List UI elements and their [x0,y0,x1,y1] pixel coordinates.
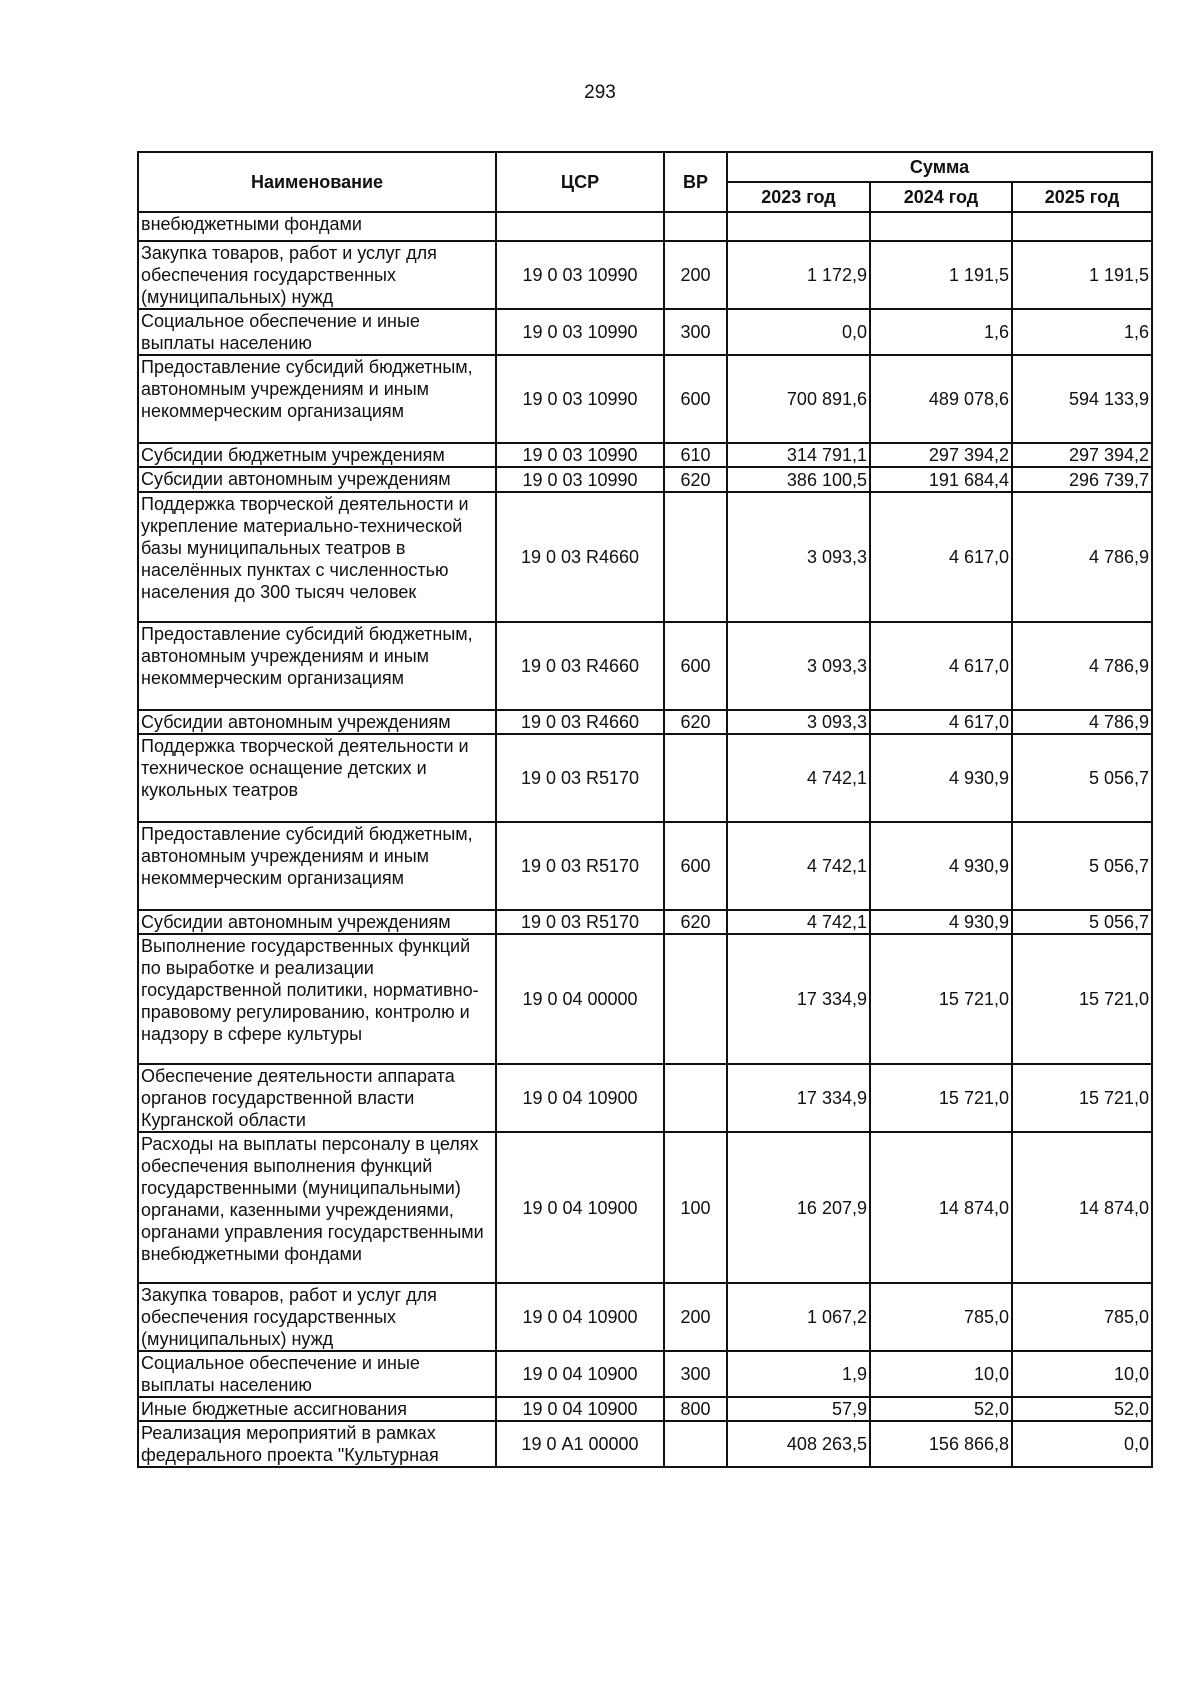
table-row [138,1283,1152,1351]
table-row [138,1397,1152,1421]
row-amount-2024-cell: 15 721,0 [870,934,1012,1064]
header-year-2024: 2024 год [870,182,1012,212]
row-amount-2024-cell [870,212,1012,241]
row-name-cell: Субсидии автономным учреждениям [138,467,496,492]
row-name-cell: Предоставление субсидий бюджетным, автономным учреждениям и иным некоммерческим организациям [138,355,496,443]
row-amount-2023-cell: 700 891,6 [727,355,870,443]
row-name-cell: Предоставление субсидий бюджетным, автономным учреждениям и иным некоммерческим организациям [138,622,496,710]
row-csr-cell: 19 0 03 10990 [496,355,664,443]
row-csr-cell: 19 0 03 R5170 [496,734,664,822]
table-row [138,467,1152,492]
row-name-cell: Закупка товаров, работ и услуг для обеспечения государственных (муниципальных) нужд [138,241,496,309]
table-row [138,710,1152,734]
row-name-cell: Поддержка творческой деятельности и техническое оснащение детских и кукольных театров [138,734,496,822]
header-vr: ВР [664,152,727,212]
table-body [138,212,1152,1467]
row-csr-cell: 19 0 04 10900 [496,1397,664,1421]
row-amount-2023-cell: 386 100,5 [727,467,870,492]
row-csr-cell: 19 0 04 00000 [496,934,664,1064]
header-year-2023: 2023 год [727,182,870,212]
row-name-cell: Иные бюджетные ассигнования [138,1397,496,1421]
row-name-cell: Обеспечение деятельности аппарата органов государственной власти Курганской области [138,1064,496,1132]
row-amount-2024-cell: 14 874,0 [870,1132,1012,1283]
table-row [138,309,1152,355]
row-vr-cell [664,1064,727,1132]
row-name-cell: внебюджетными фондами [138,212,496,241]
row-amount-2025-cell: 52,0 [1012,1397,1152,1421]
row-amount-2024-cell: 1 191,5 [870,241,1012,309]
row-vr-cell: 610 [664,443,727,467]
row-vr-cell [664,212,727,241]
row-csr-cell: 19 0 04 10900 [496,1064,664,1132]
row-vr-cell: 600 [664,822,727,910]
row-name-cell: Социальное обеспечение и иные выплаты населению [138,309,496,355]
row-name-cell: Предоставление субсидий бюджетным, автономным учреждениям и иным некоммерческим организациям [138,822,496,910]
table-row [138,822,1152,910]
row-vr-cell: 300 [664,1351,727,1397]
row-csr-cell: 19 0 03 10990 [496,467,664,492]
row-amount-2024-cell: 52,0 [870,1397,1012,1421]
row-csr-cell: 19 0 03 R4660 [496,710,664,734]
row-csr-cell [496,212,664,241]
row-amount-2023-cell: 3 093,3 [727,710,870,734]
row-vr-cell: 600 [664,622,727,710]
row-vr-cell: 620 [664,710,727,734]
header-name: Наименование [138,152,496,212]
row-amount-2024-cell: 191 684,4 [870,467,1012,492]
row-amount-2023-cell: 3 093,3 [727,622,870,710]
row-csr-cell: 19 0 03 R5170 [496,822,664,910]
row-name-cell: Субсидии бюджетным учреждениям [138,443,496,467]
row-vr-cell: 200 [664,1283,727,1351]
row-vr-cell: 600 [664,355,727,443]
row-amount-2023-cell: 408 263,5 [727,1421,870,1467]
row-amount-2025-cell: 5 056,7 [1012,910,1152,934]
row-amount-2025-cell: 15 721,0 [1012,1064,1152,1132]
table-row [138,1351,1152,1397]
row-name-cell: Субсидии автономным учреждениям [138,710,496,734]
table-row [138,734,1152,822]
table-row [138,443,1152,467]
row-amount-2025-cell: 594 133,9 [1012,355,1152,443]
row-amount-2024-cell: 785,0 [870,1283,1012,1351]
row-amount-2024-cell: 4 930,9 [870,910,1012,934]
row-csr-cell: 19 0 03 10990 [496,241,664,309]
row-csr-cell: 19 0 04 10900 [496,1283,664,1351]
budget-table [137,151,1153,1468]
table-row [138,1132,1152,1283]
row-amount-2024-cell: 4 930,9 [870,822,1012,910]
row-amount-2025-cell: 15 721,0 [1012,934,1152,1064]
page-number: 293 [584,82,616,103]
row-name-cell: Поддержка творческой деятельности и укрепление материально-технической базы муниципальных театров в населённых пунктах с численностью населения до 300 тысяч человек [138,492,496,622]
row-amount-2025-cell: 4 786,9 [1012,622,1152,710]
table-row [138,355,1152,443]
row-amount-2023-cell: 1 172,9 [727,241,870,309]
row-amount-2023-cell: 16 207,9 [727,1132,870,1283]
row-csr-cell: 19 0 03 R4660 [496,622,664,710]
row-amount-2024-cell: 4 617,0 [870,622,1012,710]
table-row [138,910,1152,934]
row-amount-2025-cell: 297 394,2 [1012,443,1152,467]
table-row [138,241,1152,309]
row-amount-2023-cell: 17 334,9 [727,1064,870,1132]
row-amount-2024-cell: 297 394,2 [870,443,1012,467]
row-amount-2024-cell: 1,6 [870,309,1012,355]
row-amount-2024-cell: 4 930,9 [870,734,1012,822]
table-row [138,934,1152,1064]
row-csr-cell: 19 0 04 10900 [496,1132,664,1283]
row-amount-2024-cell: 4 617,0 [870,492,1012,622]
row-amount-2023-cell: 4 742,1 [727,822,870,910]
row-amount-2023-cell: 17 334,9 [727,934,870,1064]
row-amount-2025-cell: 4 786,9 [1012,710,1152,734]
row-vr-cell: 800 [664,1397,727,1421]
row-vr-cell: 200 [664,241,727,309]
row-vr-cell [664,934,727,1064]
row-amount-2023-cell: 314 791,1 [727,443,870,467]
row-csr-cell: 19 0 03 R5170 [496,910,664,934]
table-row [138,492,1152,622]
row-amount-2025-cell: 1,6 [1012,309,1152,355]
row-amount-2025-cell: 0,0 [1012,1421,1152,1467]
row-amount-2023-cell: 3 093,3 [727,492,870,622]
row-amount-2025-cell: 10,0 [1012,1351,1152,1397]
row-amount-2025-cell: 14 874,0 [1012,1132,1152,1283]
row-amount-2025-cell: 5 056,7 [1012,734,1152,822]
row-amount-2023-cell: 4 742,1 [727,734,870,822]
row-csr-cell: 19 0 03 R4660 [496,492,664,622]
row-amount-2024-cell: 156 866,8 [870,1421,1012,1467]
header-sum: Сумма [727,152,1152,182]
row-amount-2025-cell: 5 056,7 [1012,822,1152,910]
row-amount-2023-cell: 1,9 [727,1351,870,1397]
row-name-cell: Реализация мероприятий в рамках федерального проекта "Культурная [138,1421,496,1467]
row-amount-2025-cell: 296 739,7 [1012,467,1152,492]
row-vr-cell: 620 [664,910,727,934]
row-amount-2025-cell: 4 786,9 [1012,492,1152,622]
table-row [138,1421,1152,1467]
row-amount-2023-cell: 57,9 [727,1397,870,1421]
header-year-2025: 2025 год [1012,182,1152,212]
row-amount-2025-cell: 1 191,5 [1012,241,1152,309]
row-amount-2024-cell: 489 078,6 [870,355,1012,443]
row-amount-2025-cell: 785,0 [1012,1283,1152,1351]
row-vr-cell: 300 [664,309,727,355]
row-csr-cell: 19 0 04 10900 [496,1351,664,1397]
row-amount-2023-cell: 0,0 [727,309,870,355]
row-amount-2024-cell: 10,0 [870,1351,1012,1397]
table-row [138,1064,1152,1132]
row-csr-cell: 19 0 03 10990 [496,443,664,467]
row-csr-cell: 19 0 03 10990 [496,309,664,355]
row-name-cell: Субсидии автономным учреждениям [138,910,496,934]
row-vr-cell [664,1421,727,1467]
table-row [138,212,1152,241]
table-row [138,622,1152,710]
row-amount-2024-cell: 15 721,0 [870,1064,1012,1132]
row-vr-cell: 100 [664,1132,727,1283]
row-vr-cell: 620 [664,467,727,492]
row-name-cell: Социальное обеспечение и иные выплаты населению [138,1351,496,1397]
row-name-cell: Закупка товаров, работ и услуг для обеспечения государственных (муниципальных) нужд [138,1283,496,1351]
row-amount-2025-cell [1012,212,1152,241]
row-amount-2024-cell: 4 617,0 [870,710,1012,734]
row-amount-2023-cell: 4 742,1 [727,910,870,934]
row-csr-cell: 19 0 А1 00000 [496,1421,664,1467]
row-amount-2023-cell: 1 067,2 [727,1283,870,1351]
header-csr: ЦСР [496,152,664,212]
row-vr-cell [664,734,727,822]
row-amount-2023-cell [727,212,870,241]
row-name-cell: Расходы на выплаты персоналу в целях обеспечения выполнения функций государственными (муниципальными) органами, казенными учреждениями, органами управления государственными внебюджетными фондами [138,1132,496,1283]
row-vr-cell [664,492,727,622]
row-name-cell: Выполнение государственных функций по выработке и реализации государственной политики, нормативно-правовому регулированию, контролю и надзору в сфере культуры [138,934,496,1064]
